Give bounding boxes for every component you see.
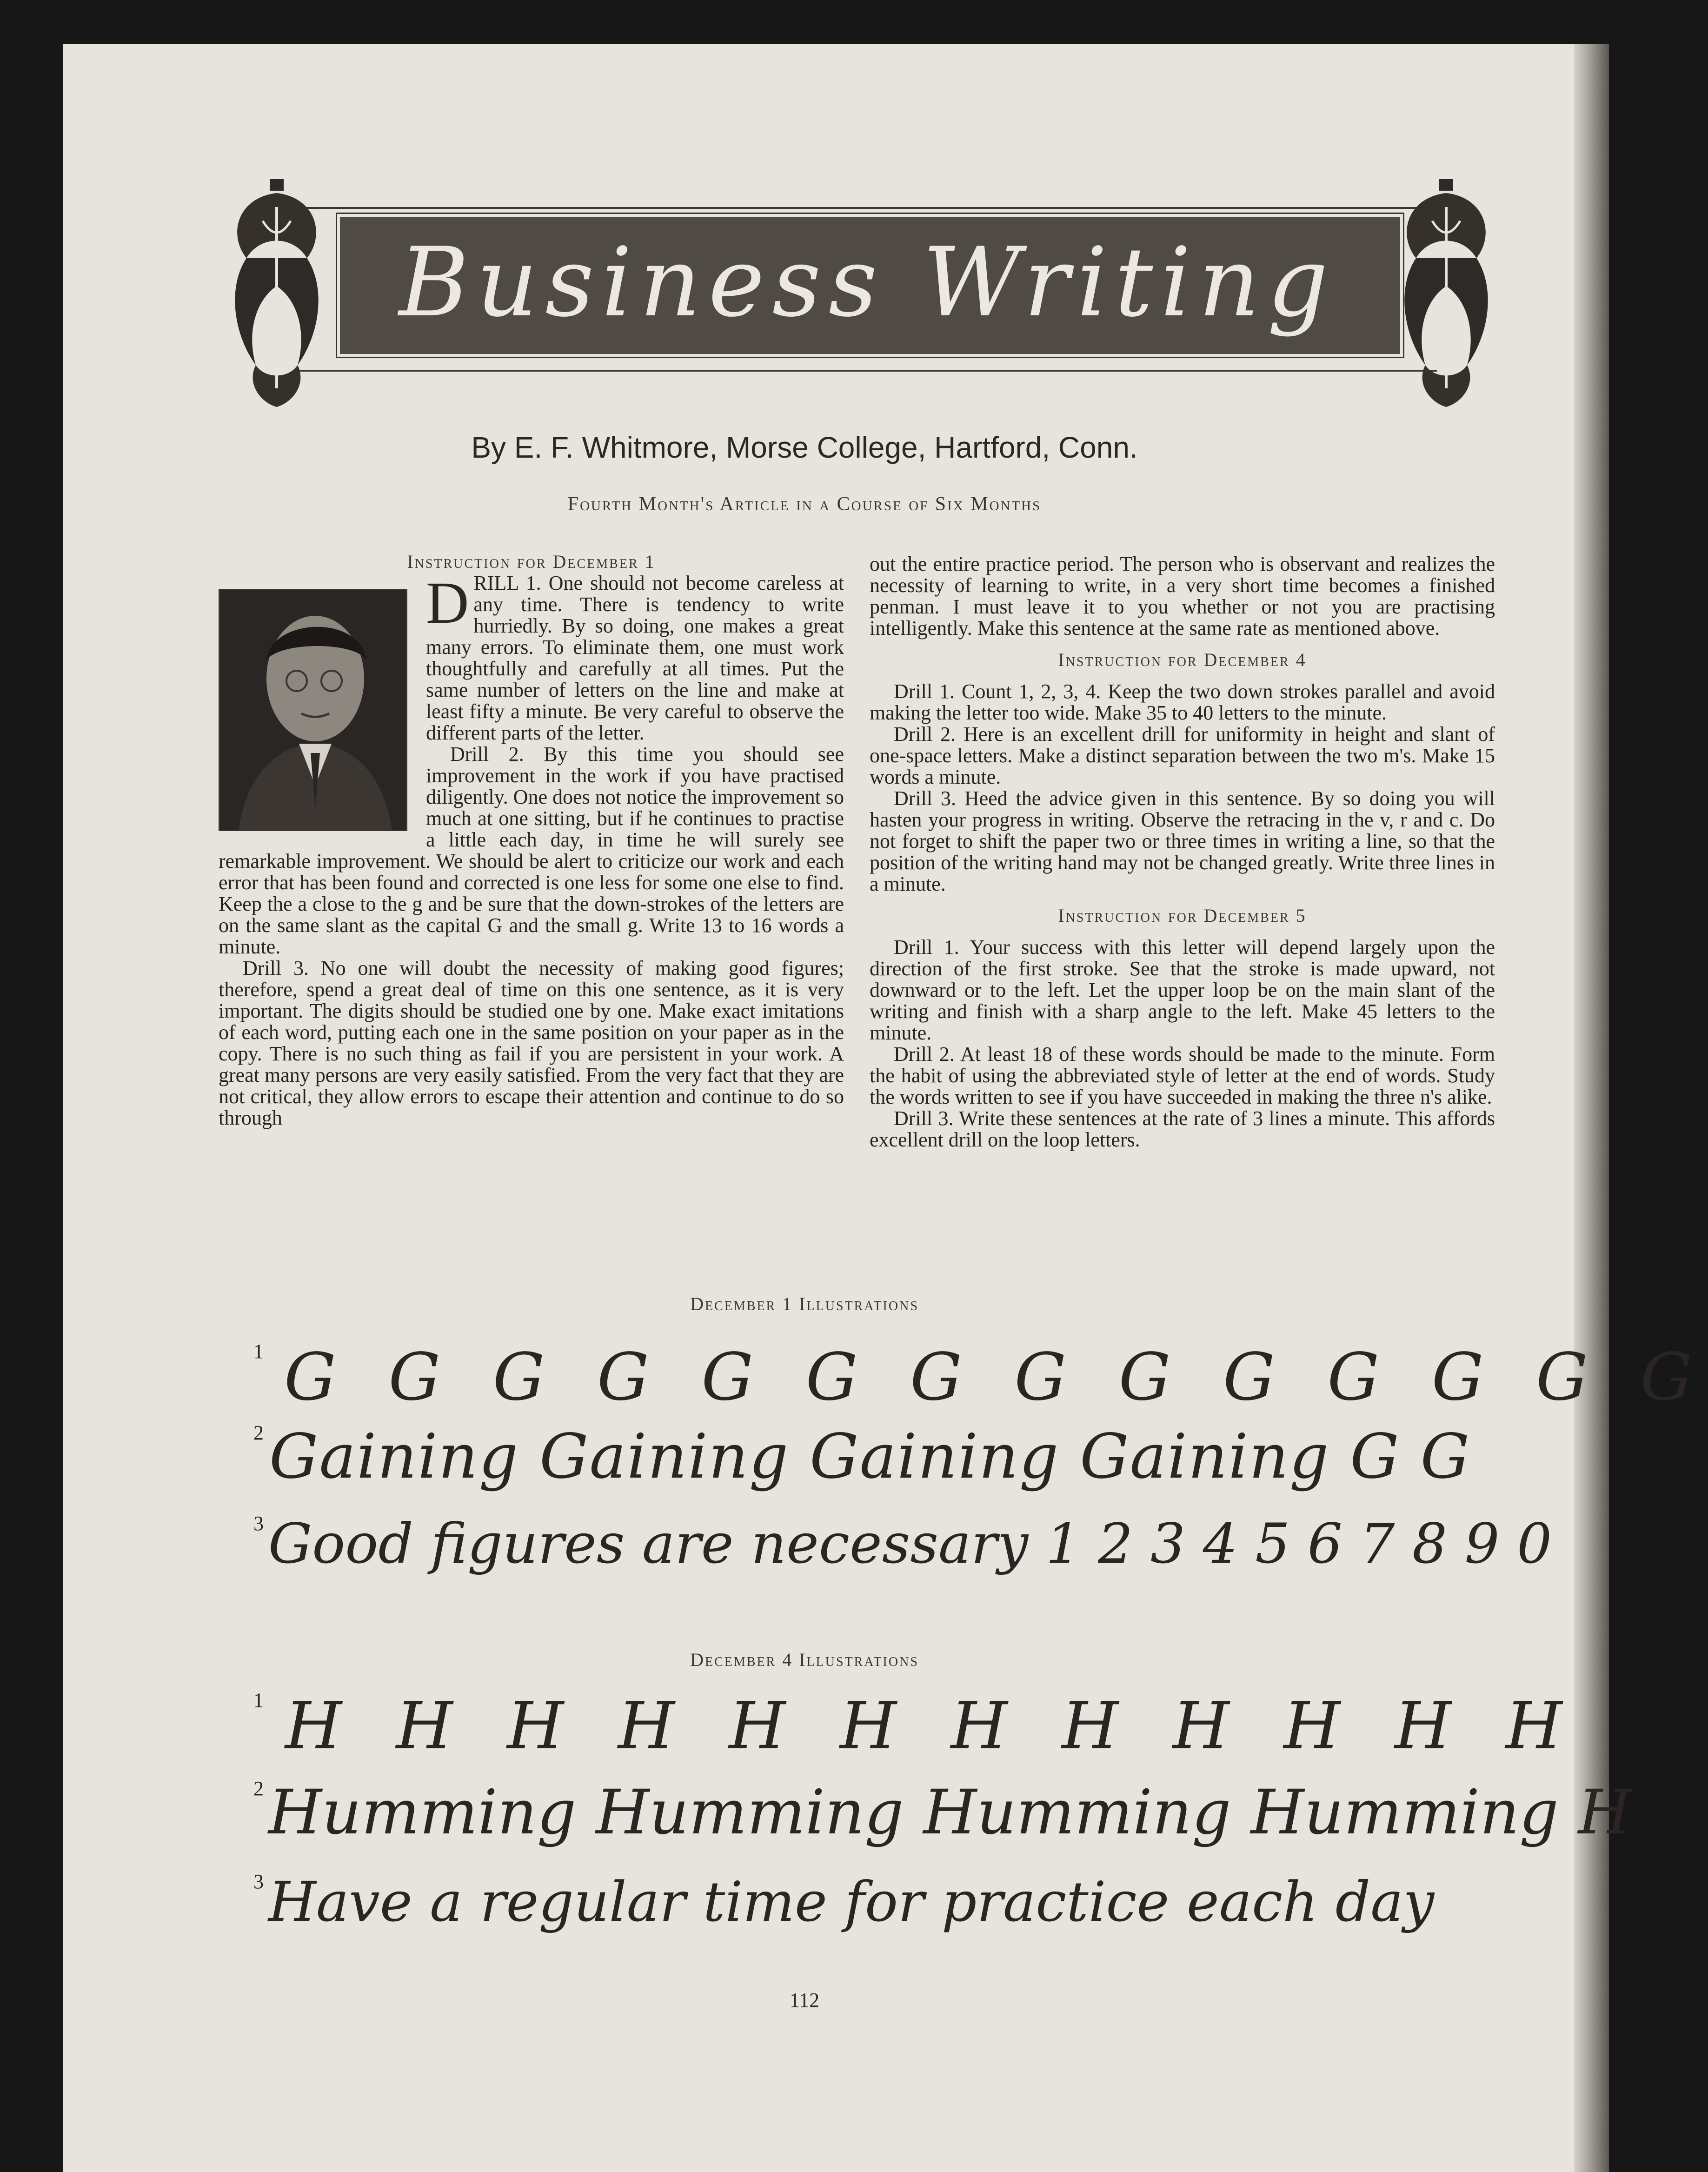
art-nouveau-ornament-right-icon (1388, 179, 1504, 412)
line-number: 1 (253, 1340, 279, 1363)
page-title: Business Writing (399, 227, 1336, 338)
continued-paragraph: out the entire practice period. The person who is observant and realizes the necessity of learning to write, in a very short time becomes a finished penman. I must leave it to you whether or not you are practising intelligently. Make this sentence at the same rate as mentioned above. (870, 553, 1495, 640)
drop-cap: D (426, 570, 469, 636)
script-text: Gaining Gaining Gaining Gaining G G (269, 1421, 1471, 1492)
article-subtitle: Fourth Month's Article in a Course of Six Months (567, 493, 1042, 515)
drill-2-paragraph: Drill 2. By this time you should see improvement in the work if you have practised diligently. One does not notice the improvement so much at one sitting, but if he continues to practise a little each day, in time he will surely see remarkable improvement. We should be alert to criticize our work and each error that has been found and corrected is one less for some one else to find. Keep the a close to the g and be sure that the down-strokes of the letters are on the same slant as the capital G and the small g. Write 13 to 16 words a minute. (219, 743, 844, 958)
line-number: 2 (253, 1421, 265, 1444)
line-number: 1 (253, 1689, 280, 1712)
drill-1-text: RILL 1. One should not become careless at any time. There is tendency to write hurriedly. By so doing, one makes a great many errors. To eliminate them, one must work thoughtfully and carefully at all times. Put the same number of letters on the line and make at least fifty a minute. Be very careful to observe the different parts of the letter. (426, 572, 844, 744)
script-text: Humming Humming Humming Humming H (268, 1777, 1632, 1848)
dec1-script-line-2 (253, 1421, 1471, 1492)
text-column-left (219, 551, 844, 1129)
header-rule-bottom (298, 370, 1437, 372)
line-number: 3 (253, 1870, 264, 1893)
script-text: Good figures are necessary 1 2 3 4 5 6 7 8 9 0 (268, 1512, 1552, 1576)
art-nouveau-ornament-left-icon (219, 179, 335, 412)
dec4-script-line-2 (253, 1777, 1632, 1848)
author-portrait-photo (219, 589, 407, 831)
script-text: Have a regular time for practice each day (268, 1870, 1435, 1934)
dec4-drill-3: Drill 3. Heed the advice given in this sentence. By so doing you will hasten your progress in writing. Observe the retracing in the v, r and c. Do not forget to shift the paper two or three times in writing a line, so that the position of the writing hand may not be changed greatly. Write three lines in a minute. (870, 787, 1495, 895)
dec5-drill-1: Drill 1. Your success with this letter will depend largely upon the direction of the first stroke. See that the stroke is made upward, not downward or to the left. Let the upper loop be on the main slant of the writing and finish with a sharp angle to the left. Make 45 letters to the minute. (870, 936, 1495, 1044)
script-text: G G G G G G G G G G G G G G (284, 1339, 1708, 1415)
section-heading-december-5: Instruction for December 5 (1058, 905, 1307, 926)
drill-3-paragraph: Drill 3. No one will doubt the necessity of making good figures; therefore, spend a great deal of time on this one sentence, as it is very important. The digits should be studied one by one. Make exact imitations of each word, putting each one in the same position on your paper as in the copy. There is no such thing as fail if you are persistent in your work. A great many persons are very easily satisfied. From the very fact that they are not critical, they allow errors to escape their attention and continue to do so through (219, 957, 844, 1129)
page-number: 112 (789, 1989, 820, 2012)
header-rule-top (298, 207, 1437, 209)
dec5-drill-2: Drill 2. At least 18 of these words should be made to the minute. Form the habit of using the abbreviated style of letter at the end of words. Study the words written to see if you have succeeded in making the three n's alike. (870, 1043, 1495, 1108)
author-byline: By E. F. Whitmore, Morse College, Hartford, Conn. (471, 431, 1138, 464)
december-1-illustrations-heading: December 1 Illustrations (690, 1293, 919, 1314)
dec4-script-line-3 (253, 1870, 1439, 1934)
dec4-drill-1: Drill 1. Count 1, 2, 3, 4. Keep the two down strokes parallel and avoid making the letter too wide. Make 35 to 40 letters to the minute. (870, 680, 1495, 724)
dec1-script-line-1 (253, 1339, 1708, 1415)
dec4-script-line-1 (253, 1688, 1579, 1764)
dec5-drill-3: Drill 3. Write these sentences at the rate of 3 lines a minute. This affords excellent drill on the loop letters. (870, 1107, 1495, 1151)
text-column-right (870, 553, 1495, 1151)
section-heading-december-1: Instruction for December 1 (407, 551, 656, 572)
section-heading-december-4: Instruction for December 4 (1058, 649, 1307, 670)
dec1-script-line-3 (253, 1512, 1552, 1576)
dec4-drill-2: Drill 2. Here is an excellent drill for uniformity in height and slant of one-space letters. Make a distinct separation between the two m's. Make 15 words a minute. (870, 723, 1495, 788)
december-4-illustrations-heading: December 4 Illustrations (690, 1649, 919, 1670)
page-edge-shadow (1574, 44, 1609, 2172)
line-number: 3 (253, 1512, 264, 1535)
script-text: H H H H H H H H H H H H (285, 1688, 1579, 1764)
line-number: 2 (253, 1777, 264, 1800)
portrait-image (220, 590, 406, 830)
